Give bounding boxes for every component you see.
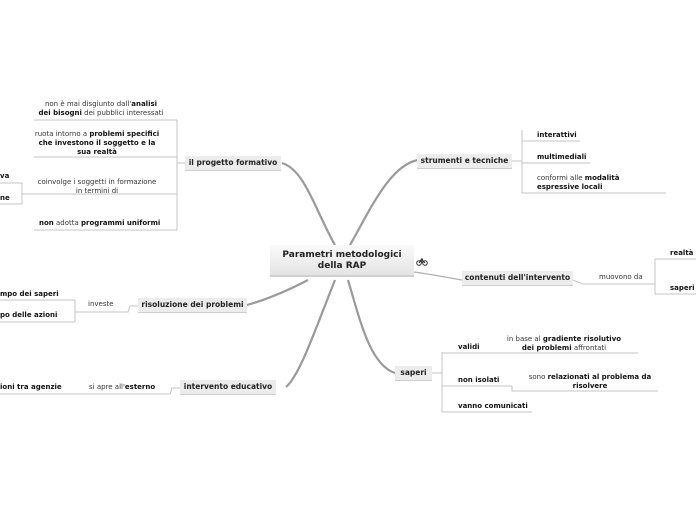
progetto-child-coinvolge[interactable]: coinvolge i soggetti in formazione in termini di: [37, 178, 157, 195]
contenuti-sub-saperi[interactable]: saperi: [670, 284, 695, 292]
saperi-validi-desc: in base al gradiente risolutivo dei problemi affrontati: [506, 335, 622, 352]
contenuti-sub-realta[interactable]: realtà: [670, 249, 694, 257]
progetto-sub-ne[interactable]: ne: [0, 194, 10, 202]
progetto-child-programmi[interactable]: non adotta programmi uniformi: [39, 219, 161, 227]
node-progetto-formativo[interactable]: il progetto formativo: [185, 156, 281, 171]
central-topic[interactable]: [270, 245, 414, 277]
strumenti-child-interattivi[interactable]: interattivi: [537, 131, 577, 139]
link-intervento: [286, 280, 335, 387]
progetto-child-analisi[interactable]: non è mai disgiunto dall'analisi dei bisogni dei pubblici interessati: [38, 100, 164, 117]
saperi-child-validi[interactable]: validi: [458, 343, 480, 351]
central-title-line1: Parametri metodologici: [282, 250, 402, 260]
link-strumenti: [350, 160, 418, 245]
contenuti-connector: muovono da: [599, 273, 643, 281]
saperi-nonisolati-desc: sono relazionati al problema da risolvere: [528, 373, 652, 390]
strumenti-child-multimediali[interactable]: multimediali: [537, 153, 587, 161]
link-saperi: [348, 280, 395, 373]
risoluzione-connector: investe: [88, 300, 114, 308]
progetto-sub-va[interactable]: va: [0, 172, 10, 180]
strumenti-child-modalita[interactable]: conformi alle modalità espressive locali: [537, 174, 620, 191]
intervento-connector: si apre all'esterno: [89, 383, 156, 391]
risoluzione-sub-saperi[interactable]: mpo dei saperi: [0, 290, 59, 298]
node-saperi[interactable]: saperi: [395, 366, 432, 381]
risoluzione-sub-azioni[interactable]: po delle azioni: [0, 311, 58, 319]
intervento-sub-agenzie[interactable]: ioni tra agenzie: [0, 383, 62, 391]
saperi-child-non-isolati[interactable]: non isolati: [458, 376, 500, 384]
link-progetto: [282, 163, 335, 245]
progetto-child-problemi[interactable]: ruota intorno a problemi specifici che investono il soggetto e la sua realtà: [34, 130, 160, 156]
saperi-child-vanno-comunicati[interactable]: vanno comunicati: [458, 402, 528, 410]
link-risoluzione: [247, 280, 308, 305]
bicycle-icon: [416, 255, 428, 267]
node-contenuti-intervento[interactable]: contenuti dell'intervento: [462, 271, 573, 286]
node-risoluzione-problemi[interactable]: risoluzione dei problemi: [138, 298, 247, 313]
node-strumenti-tecniche[interactable]: strumenti e tecniche: [417, 154, 512, 169]
link-contenuti: [414, 272, 462, 280]
central-title-line2: della RAP: [317, 261, 367, 271]
node-intervento-educativo[interactable]: intervento educativo: [180, 380, 276, 395]
